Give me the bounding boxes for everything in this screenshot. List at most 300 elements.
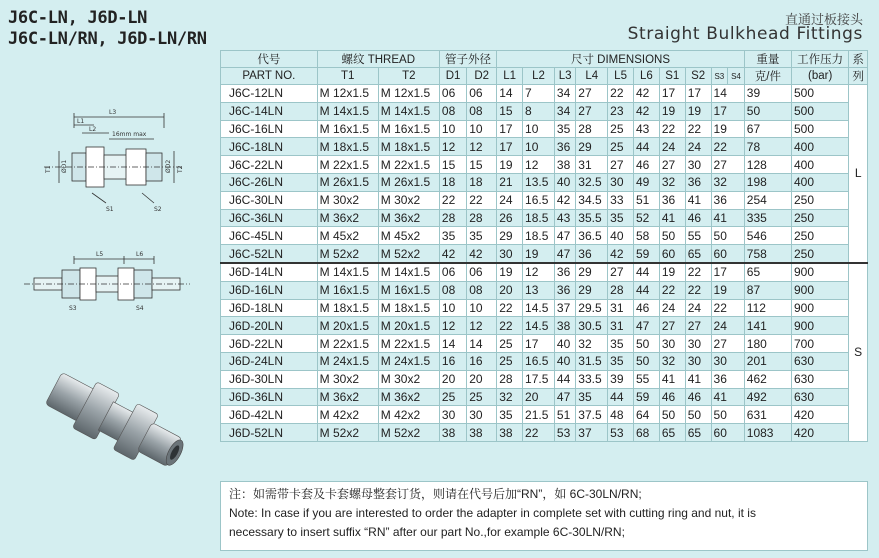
table-cell: 19 [711,281,744,299]
table-cell: 28 [467,209,497,227]
table-cell: 35 [497,406,523,424]
note-cn [229,485,859,504]
part-number-cell: J6C-52LN [221,245,318,263]
table-cell: 32 [711,173,744,191]
table-cell: 8 [523,102,555,120]
table-cell: 06 [467,263,497,281]
header-series-cn: 系 [849,51,868,68]
table-cell: 27 [711,335,744,353]
table-cell: 35 [439,227,466,245]
table-cell: 41 [685,191,711,209]
table-cell: 462 [744,370,791,388]
table-cell: 30 [659,335,685,353]
header-col-11: S1 [659,68,685,85]
table-cell: 18.5 [523,209,555,227]
table-cell: 15 [497,102,523,120]
table-cell: 25 [497,352,523,370]
table-cell: 900 [791,263,848,281]
table-cell: 33 [608,191,634,209]
table-row [221,156,868,174]
table-cell: 30 [685,335,711,353]
table-cell: 50 [659,227,685,245]
table-cell: 25 [608,120,634,138]
table-cell: 17 [659,85,685,103]
table-cell: 400 [791,138,848,156]
table-cell: M 18x1.5 [317,299,378,317]
header-col-9: L5 [608,68,634,85]
title-line-1: J6C-LN, J6D-LN [8,8,148,28]
table-cell: 400 [791,156,848,174]
table-cell: 46 [685,388,711,406]
table-cell: 22 [685,281,711,299]
table-cell: 630 [791,388,848,406]
part-number-cell: J6C-16LN [221,120,318,138]
table-cell: 36 [711,191,744,209]
table-row [221,335,868,353]
table-cell: 13 [523,281,555,299]
table-cell: 12 [523,156,555,174]
table-cell: M 20x1.5 [317,317,378,335]
table-cell: 48 [608,406,634,424]
table-cell: 36 [576,245,608,263]
table-cell: 36 [711,370,744,388]
table-cell: 30 [467,406,497,424]
table-cell: 17 [497,120,523,138]
table-cell: 37.5 [576,406,608,424]
table-cell: 1083 [744,424,791,442]
table-cell: 17 [497,138,523,156]
table-cell: M 52x2 [317,424,378,442]
table-cell: 35 [467,227,497,245]
table-cell: M 42x2 [378,406,439,424]
table-cell: 500 [791,102,848,120]
table-cell: 27 [711,156,744,174]
table-cell: 38 [497,424,523,442]
table-cell: 59 [634,388,660,406]
table-cell: M 45x2 [317,227,378,245]
table-cell: 55 [634,370,660,388]
table-cell: 19 [711,120,744,138]
table-cell: 900 [791,299,848,317]
table-cell: 43 [634,120,660,138]
table-cell: M 14x1.5 [317,102,378,120]
table-cell: 30 [608,173,634,191]
part-number-cell: J6D-42LN [221,406,318,424]
table-cell: 38 [554,156,575,174]
table-cell: 21.5 [523,406,555,424]
table-row [221,263,868,281]
table-cell: M 42x2 [317,406,378,424]
dim-label-l2: L2 [89,126,97,133]
notes-box [220,481,868,551]
table-cell: 128 [744,156,791,174]
table-cell: 20 [467,370,497,388]
table-cell: 35 [608,209,634,227]
part-number-cell: J6C-36LN [221,209,318,227]
table-cell: 32 [497,388,523,406]
table-cell: 25 [467,388,497,406]
dim-label-s3: S3 [69,305,77,312]
table-cell: 14.5 [523,299,555,317]
table-cell: 22 [711,138,744,156]
table-cell: 631 [744,406,791,424]
table-row [221,138,868,156]
table-cell: 546 [744,227,791,245]
table-cell: 24 [659,299,685,317]
table-cell: 22 [497,299,523,317]
table-cell: 41 [659,209,685,227]
table-cell: 630 [791,352,848,370]
table-cell: 40 [554,352,575,370]
table-cell: 51 [554,406,575,424]
table-cell: 17 [711,102,744,120]
table-cell: 10 [523,120,555,138]
table-cell: 30.5 [576,317,608,335]
table-cell: 37 [554,299,575,317]
table-cell: 22 [685,263,711,281]
table-cell: 25 [497,335,523,353]
table-cell: 47 [554,245,575,263]
table-cell: 10 [439,120,466,138]
table-cell: 08 [439,281,466,299]
table-cell: 44 [634,281,660,299]
table-cell: 46 [634,299,660,317]
table-cell: 36 [554,263,575,281]
table-cell: 32 [659,173,685,191]
part-number-cell: J6D-16LN [221,281,318,299]
table-cell: 420 [791,424,848,442]
header-col-10: L6 [634,68,660,85]
table-cell: 758 [744,245,791,263]
table-cell: 38 [439,424,466,442]
table-cell: 24 [685,299,711,317]
table-cell: 21 [497,173,523,191]
table-cell: 49 [634,173,660,191]
table-cell: 27 [608,156,634,174]
table-cell: 25 [439,388,466,406]
header-cn: 直通过板接头 [784,13,863,28]
table-cell: 06 [467,85,497,103]
part-number-cell: J6C-18LN [221,138,318,156]
table-cell: 36 [554,281,575,299]
table-cell: 500 [791,85,848,103]
table-cell: 41 [711,209,744,227]
table-cell: M 30x2 [317,191,378,209]
header-col-1: T1 [317,68,378,85]
table-cell: 65 [685,245,711,263]
table-cell: M 12x1.5 [378,85,439,103]
table-cell: 27 [576,102,608,120]
table-cell: M 22x1.5 [378,156,439,174]
table-cell: 12 [467,317,497,335]
table-cell: 65 [659,424,685,442]
dim-label-16mm: 16mm max [112,131,147,138]
table-cell: 40 [554,335,575,353]
table-cell: 112 [744,299,791,317]
table-cell: 250 [791,245,848,263]
table-cell: 50 [685,406,711,424]
table-cell: 24 [659,138,685,156]
table-cell: 12 [467,138,497,156]
table-cell: 12 [439,138,466,156]
dim-label-s4: S4 [136,305,144,312]
table-cell: M 14x1.5 [378,102,439,120]
table-cell: 38 [554,317,575,335]
table-cell: 30 [439,406,466,424]
table-cell: 19 [685,102,711,120]
table-cell: 65 [744,263,791,281]
table-cell: M 20x1.5 [378,317,439,335]
table-cell: 900 [791,281,848,299]
table-cell: 41 [659,370,685,388]
table-cell: 24 [711,317,744,335]
table-cell: 20 [439,370,466,388]
table-cell: 17 [685,85,711,103]
table-cell: 254 [744,191,791,209]
table-cell: 27 [576,85,608,103]
part-number-cell: J6C-22LN [221,156,318,174]
table-cell: 22 [523,424,555,442]
table-cell: 22 [467,191,497,209]
table-cell: 60 [659,245,685,263]
table-cell: 10 [467,299,497,317]
part-number-cell: J6C-45LN [221,227,318,245]
table-row [221,424,868,442]
part-number-cell: J6C-30LN [221,191,318,209]
table-cell: 12 [523,263,555,281]
table-cell: 10 [523,138,555,156]
table-cell: 10 [467,120,497,138]
table-cell: M 18x1.5 [317,138,378,156]
section-drawing-middle [14,250,194,320]
table-row [221,191,868,209]
series-cell: S [849,263,868,441]
table-cell: 39 [608,370,634,388]
table-cell: 39 [744,85,791,103]
table-cell: 201 [744,352,791,370]
table-cell: 08 [467,281,497,299]
table-cell: 06 [439,263,466,281]
table-cell: M 18x1.5 [378,138,439,156]
table-cell: M 18x1.5 [378,299,439,317]
table-cell: M 30x2 [378,191,439,209]
table-cell: 28 [497,370,523,388]
table-cell: 250 [791,227,848,245]
table-cell: 28 [608,281,634,299]
table-cell: 22 [497,317,523,335]
table-cell: 42 [467,245,497,263]
table-row [221,370,868,388]
table-cell: 420 [791,406,848,424]
header-col-13: S3 [711,68,728,85]
part-number-cell: J6D-24LN [221,352,318,370]
table-cell: M 24x1.5 [317,352,378,370]
spec-table [220,50,868,442]
table-cell: 250 [791,191,848,209]
table-cell: 35 [576,388,608,406]
table-cell: 42 [634,102,660,120]
series-cell: L [849,85,868,263]
table-cell: 08 [439,102,466,120]
dim-label-d1: ØD1 [61,159,68,173]
header-col-17: 列 [849,68,868,85]
table-cell: M 36x2 [378,209,439,227]
table-cell: 59 [634,245,660,263]
note-en-example: 6C-30LN/RN; [552,525,625,539]
table-cell: 23 [608,102,634,120]
table-cell: 46 [685,209,711,227]
header-weight-cn: 重量 [744,51,791,68]
dim-label-l6: L6 [136,251,144,258]
table-cell: 43 [554,209,575,227]
header-code-cn: 代号 [221,51,318,68]
table-cell: M 16x1.5 [378,281,439,299]
table-cell: 87 [744,281,791,299]
table-cell: M 52x2 [378,245,439,263]
table-cell: 15 [439,156,466,174]
header-col-6: L2 [523,68,555,85]
note-en-line-2 [229,523,859,542]
table-cell: 50 [634,335,660,353]
table-cell: 68 [634,424,660,442]
table-cell: 18 [439,173,466,191]
table-cell: M 30x2 [378,370,439,388]
table-cell: 31 [608,317,634,335]
table-cell: 14.5 [523,317,555,335]
table-row [221,120,868,138]
table-cell: 44 [554,370,575,388]
table-cell: 492 [744,388,791,406]
table-cell: 12 [439,317,466,335]
table-cell: 36 [685,173,711,191]
table-cell: 37 [576,424,608,442]
table-cell: 67 [744,120,791,138]
table-cell: 14 [497,85,523,103]
note-en-line-1: Note: In case if you are interested to order the adapter in complete set with cutting ring and nut, it is [229,506,756,520]
table-cell: 400 [791,173,848,191]
table-cell: 47 [554,227,575,245]
table-cell: 17 [711,263,744,281]
table-cell: 29 [576,281,608,299]
table-cell: 13.5 [523,173,555,191]
table-cell: 08 [467,102,497,120]
header-pressure-cn: 工作压力 [791,51,848,68]
table-cell: 50 [634,352,660,370]
table-cell: 64 [634,406,660,424]
table-cell: M 12x1.5 [317,85,378,103]
table-cell: 630 [791,370,848,388]
table-cell: 22 [685,120,711,138]
table-cell: 30 [711,352,744,370]
table-cell: 40 [554,173,575,191]
table-cell: 27 [659,317,685,335]
table-cell: 22 [711,299,744,317]
dim-label-t1: T1 [45,165,52,173]
table-cell: 335 [744,209,791,227]
table-cell: 22 [608,85,634,103]
table-cell: M 14x1.5 [378,263,439,281]
table-cell: 33.5 [576,370,608,388]
part-number-cell: J6C-14LN [221,102,318,120]
table-cell: 30 [497,245,523,263]
table-cell: 60 [711,424,744,442]
table-cell: 36 [659,191,685,209]
table-cell: 141 [744,317,791,335]
table-cell: 52 [634,209,660,227]
table-row [221,317,868,335]
table-cell: M 16x1.5 [317,281,378,299]
table-cell: 78 [744,138,791,156]
dim-label-l5: L5 [96,251,104,258]
header-col-2: T2 [378,68,439,85]
table-cell: 500 [791,120,848,138]
table-row [221,352,868,370]
table-cell: 06 [439,85,466,103]
table-row [221,173,868,191]
table-cell: 29 [576,263,608,281]
table-cell: 180 [744,335,791,353]
table-cell: 10 [439,299,466,317]
part-number-cell: J6D-20LN [221,317,318,335]
table-cell: 14 [467,335,497,353]
table-row [221,281,868,299]
title-line-2: J6C-LN/RN, J6D-LN/RN [8,29,207,49]
table-cell: 19 [523,245,555,263]
table-cell: 46 [634,156,660,174]
dim-label-l3: L3 [109,109,117,116]
part-number-cell: J6D-22LN [221,335,318,353]
table-cell: 16.5 [523,352,555,370]
table-cell: M 36x2 [317,209,378,227]
table-cell: 24 [685,138,711,156]
table-cell: M 30x2 [317,370,378,388]
table-cell: 16 [439,352,466,370]
header-dimensions: 尺寸 DIMENSIONS [497,51,745,68]
part-number-cell: J6C-12LN [221,85,318,103]
table-cell: 22 [659,120,685,138]
table-row [221,227,868,245]
part-number-cell: J6C-26LN [221,173,318,191]
table-cell: 27 [608,263,634,281]
header-tube-od: 管子外径 [439,51,496,68]
table-cell: 42 [439,245,466,263]
dim-label-s1: S1 [106,206,114,213]
table-cell: M 14x1.5 [317,263,378,281]
table-cell: M 36x2 [378,388,439,406]
table-cell: 35 [554,120,575,138]
table-cell: 26 [497,209,523,227]
table-cell: 20 [497,281,523,299]
table-cell: 18.5 [523,227,555,245]
table-cell: 16 [467,352,497,370]
table-cell: 19 [659,263,685,281]
table-cell: 7 [523,85,555,103]
table-cell: 24 [497,191,523,209]
part-number-cell: J6D-52LN [221,424,318,442]
product-photo [30,365,200,480]
table-cell: M 24x1.5 [378,352,439,370]
table-cell: 42 [554,191,575,209]
dim-label-t2: T2 [177,165,184,173]
header-col-12: S2 [685,68,711,85]
table-row [221,209,868,227]
header-col-5: L1 [497,68,523,85]
table-cell: 36 [554,138,575,156]
table-cell: 46 [659,388,685,406]
part-number-cell: J6D-14LN [221,263,318,281]
table-cell: M 22x1.5 [317,335,378,353]
table-cell: 19 [497,156,523,174]
